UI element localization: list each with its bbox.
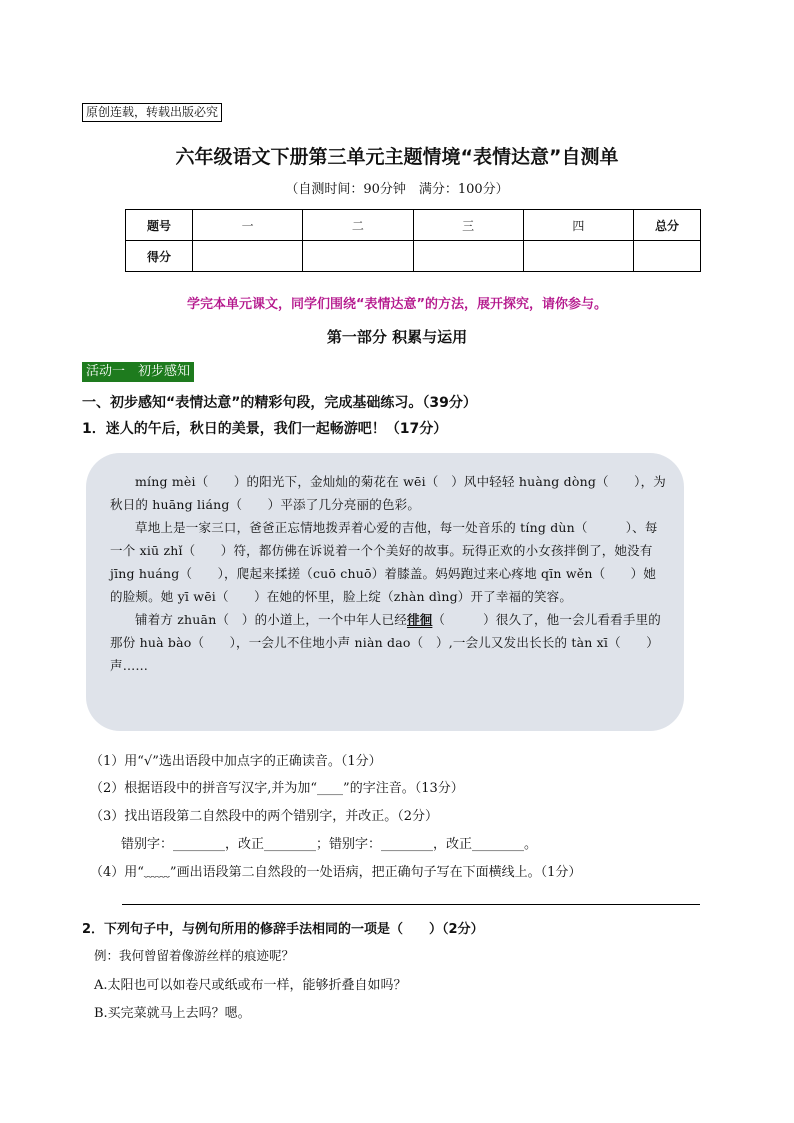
passage-paragraph-3 xyxy=(110,608,666,677)
sub-question-4: （4）用“﹏﹏”画出语段第二自然段的一处语病，把正确句子写在下面横线上。（1分） xyxy=(90,865,582,880)
passage-paragraph-3-a: 铺着方 zhuān（ ）的小道上，一个中年人已经 xyxy=(135,612,407,627)
page-subtitle: （自测时间：90分钟 满分：100分） xyxy=(285,182,509,197)
question-1-title: 1．迷人的午后，秋日的美景，我们一起畅游吧！（17分） xyxy=(82,421,448,437)
answer-line[interactable] xyxy=(122,904,700,905)
sub-question-3: （3）找出语段第二自然段中的两个错别字，并改正。（2分） xyxy=(90,809,439,824)
sub-question-1: （1）用“√”选出语段中加点字的正确读音。（1分） xyxy=(90,754,382,769)
section-heading: 一、初步感知“表情达意”的精彩句段，完成基础练习。（39分） xyxy=(82,395,477,411)
score-table-cell: 三 xyxy=(413,210,523,241)
sub-question-3-blanks: 错别字：________，改正________；错别字：________，改正________。 xyxy=(121,837,538,852)
score-table-cell: 得分 xyxy=(126,241,193,272)
sub-question-2: （2）根据语段中的拼音写汉字,并为加“____”的字注音。（13分） xyxy=(90,781,464,796)
score-table-header-row xyxy=(126,210,701,241)
score-table xyxy=(125,209,701,272)
question-2-example: 例：我何曾留着像游丝样的痕迹呢？ xyxy=(94,948,295,963)
score-table-score-row xyxy=(126,241,701,272)
question-2-title: 2．下列句子中，与例句所用的修辞手法相同的一项是（ ）（2分） xyxy=(82,922,484,937)
score-table-cell: 总分 xyxy=(634,210,701,241)
question-2-option-b: B.买完菜就马上去吗？嗯。 xyxy=(94,1006,251,1021)
page-title: 六年级语文下册第三单元主题情境“表情达意”自测单 xyxy=(175,146,619,168)
score-table-cell: 二 xyxy=(303,210,413,241)
activity-label: 活动一 初步感知 xyxy=(82,362,194,382)
passage-paragraph-3-b: （ ）很久了，他一会儿看看手里的那份 huà bào（ ），一会儿不住地小声 niàn dao（ ）,一会儿又发出长长的 tàn xī（ ）声…… xyxy=(110,612,661,673)
score-table-cell: 题号 xyxy=(126,210,193,241)
score-blank-cell[interactable] xyxy=(634,241,701,272)
copyright-stamp: 原创连载，转载出版必究 xyxy=(82,103,222,122)
marked-word: 徘徊 xyxy=(406,612,433,627)
part-title: 第一部分 积累与运用 xyxy=(326,328,468,346)
score-blank-cell[interactable] xyxy=(303,241,413,272)
score-blank-cell[interactable] xyxy=(523,241,633,272)
passage-text xyxy=(110,470,666,677)
score-table-cell: 一 xyxy=(193,210,303,241)
score-table-cell: 四 xyxy=(523,210,633,241)
intro-text: 学完本单元课文，同学们围绕“表情达意”的方法，展开探究，请你参与。 xyxy=(186,297,608,312)
passage-paragraph-1: míng mèi（ ）的阳光下，金灿灿的菊花在 wēi（ ）风中轻轻 huàng dòng（ ），为秋日的 huāng liáng（ ）平添了几分亮丽的色彩。 xyxy=(110,474,666,512)
question-2-option-a: A.太阳也可以如卷尺或纸或布一样，能够折叠自如吗？ xyxy=(94,978,407,993)
passage-paragraph-2: 草地上是一家三口，爸爸正忘情地拨弄着心爱的吉他，每一处音乐的 tíng dùn（ ）、每一个 xiū zhǐ（ ）符，都仿佛在诉说着一个个美好的故事。玩得正欢的小女孩拌倒了，她没有 jīng huáng（ ），爬起来揉搓（cuō chuō）着膝盖。妈妈跑过来心疼地 qīn wěn（ ）她的脸颊。她 yī wēi（ ）在她的怀里，脸上绽（zhàn dìng）开了幸福的笑容。 xyxy=(110,520,658,604)
score-blank-cell[interactable] xyxy=(413,241,523,272)
score-blank-cell[interactable] xyxy=(193,241,303,272)
